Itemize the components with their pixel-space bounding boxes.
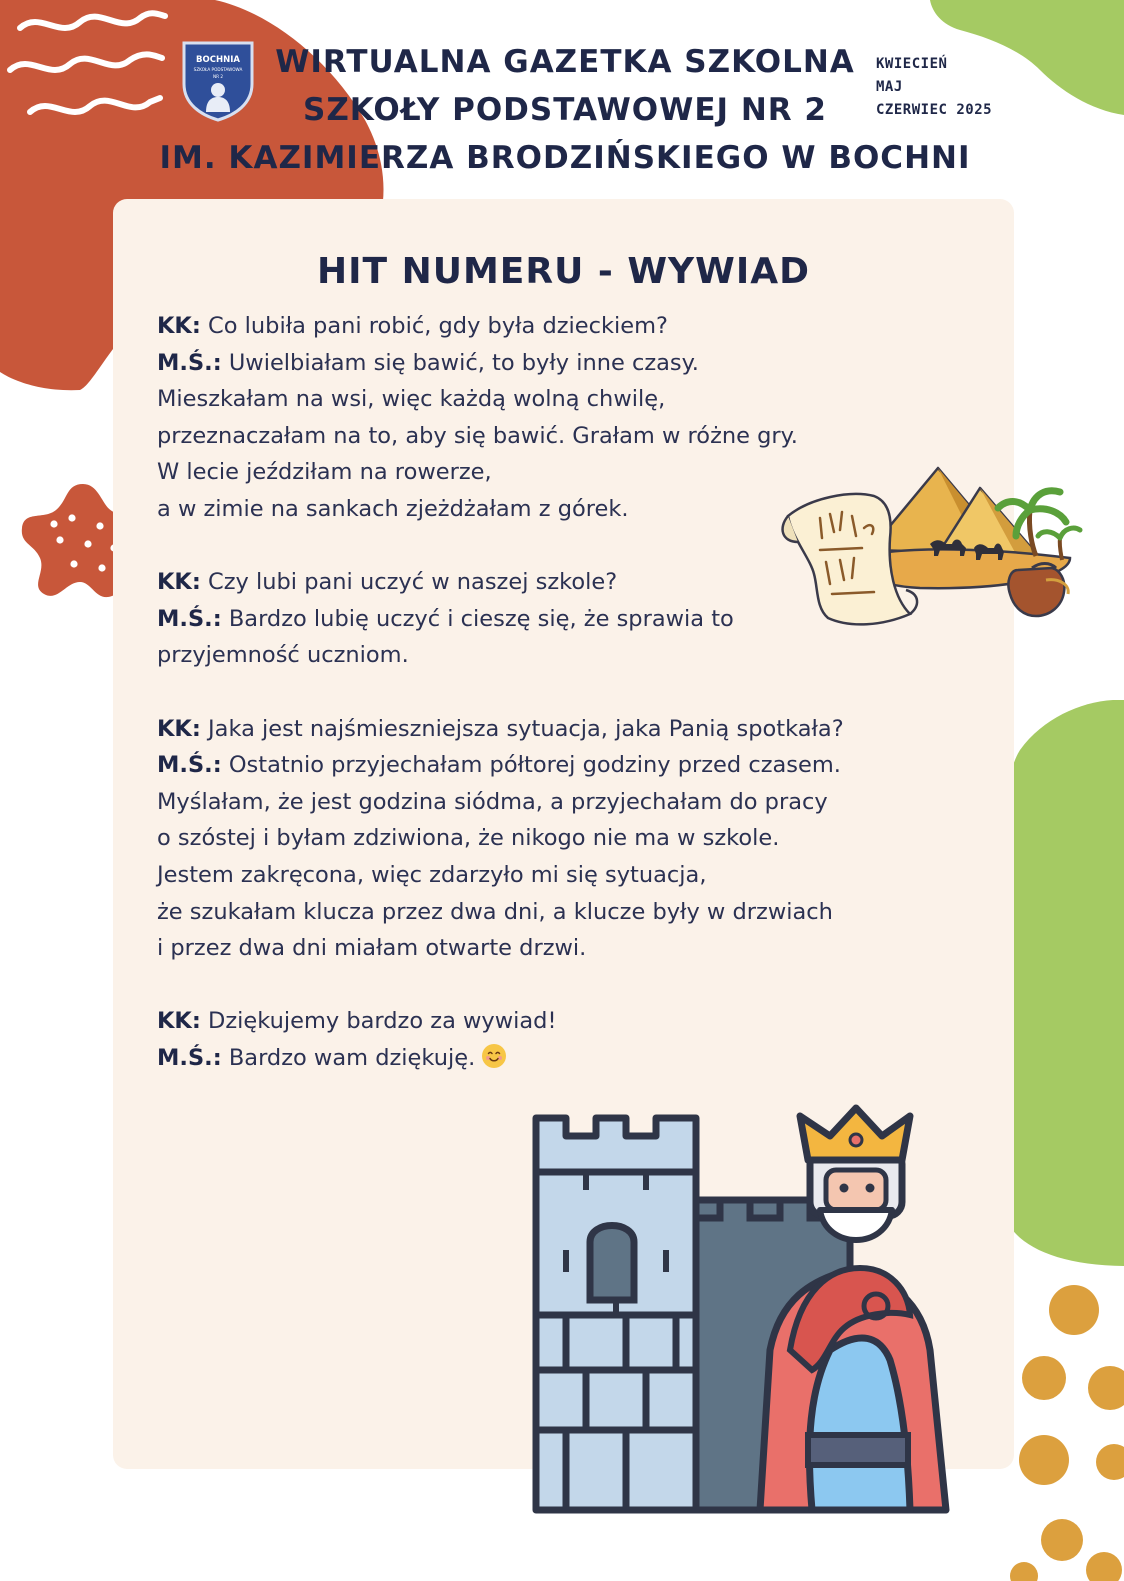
interview-text-span: przyjemność uczniom. [157,642,409,669]
interview-text [157,308,1007,1076]
green-blob-right [1000,700,1124,1270]
interview-line [157,784,1007,821]
speaker-label: KK: [157,569,201,596]
newspaper-title [140,38,993,182]
interview-text-span: i przez dwa dni miałam otwarte drzwi. [157,935,587,962]
interview-text-span: a w zimie na sankach zjeżdżałam z górek. [157,495,629,522]
interview-line [157,711,1007,748]
interview-text-span: Ostatnio przyjechałam półtorej godziny przed czasem. [221,752,841,779]
interview-text-span: Bardzo lubię uczyć i cieszę się, że sprawia to [221,605,734,632]
speaker-label: M.Ś.: [157,605,222,632]
interview-line [157,637,1007,674]
title-line-3: IM. KAZIMIERZA BRODZIŃSKIEGO W BOCHNI [159,140,971,176]
egypt-pyramids-scroll-icon [770,458,1090,638]
castle-king-icon [530,1100,990,1520]
interview-text-span: Bardzo wam dziękuję. [221,1044,483,1071]
speaker-label: M.Ś.: [157,1044,222,1071]
speaker-label: KK: [157,313,201,339]
title-line-1: WIRTUALNA GAZETKA SZKOLNA [275,44,855,80]
interview-text-span: Myślałam, że jest godzina siódma, a przyjechałam do pracy [157,788,828,815]
interview-line [157,894,1007,931]
interview-text-span: Czy lubi pani uczyć w naszej szkole? [200,569,618,596]
interview-line [157,930,1007,967]
interview-line [157,308,1007,345]
interview-text-span: Co lubiła pani robić, gdy była dzieckiem? [200,313,669,339]
crest-text-top: BOCHNIA [196,55,240,65]
interview-line [157,857,1007,894]
interview-line [157,1040,1007,1077]
interview-line [157,820,1007,857]
interview-text-span: przeznaczałam na to, aby się bawić. Grałam w różne gry. [157,422,798,449]
interview-text-span: Mieszkałam na wsi, więc każdą wolną chwilę, [157,386,666,413]
interview-line [157,1003,1007,1040]
interview-line [157,747,1007,784]
issue-month-3: CZERWIEC 2025 [876,102,993,118]
issue-month-2: MAJ [876,79,903,95]
interview-line [157,381,1007,418]
issue-month-1: KWIECIEŃ [876,56,948,72]
article-title: HIT NUMERU - WYWIAD [317,251,810,292]
dots-decoration [1010,1280,1124,1581]
crest-text-sub: SZKOŁA PODSTAWOWA [193,67,243,72]
interview-text-span: Dziękujemy bardzo za wywiad! [200,1008,557,1035]
interview-line [157,418,1007,455]
interview-text-span: Jaka jest najśmieszniejsza sytuacja, jaka Panią spotkała? [200,715,844,742]
interview-line [157,345,1007,382]
interview-text-span: o szóstej i byłam zdziwiona, że nikogo nie ma w szkole. [157,825,780,852]
interview-text-span: że szukałam klucza przez dwa dni, a klucze były w drzwiach [157,898,833,925]
speaker-label: KK: [157,1008,201,1035]
speaker-label: M.Ś.: [157,349,222,376]
crest-text-nr: NR 2 [212,74,224,79]
paragraph-spacer [157,674,1007,711]
speaker-label: KK: [157,715,201,742]
issue-date [876,53,992,122]
speaker-label: M.Ś.: [157,752,222,779]
interview-text-span: Uwielbiałam się bawić, to były inne czasy. [221,349,699,376]
title-line-2: SZKOŁY PODSTAWOWEJ NR 2 [303,92,827,128]
smiling-face-icon [482,1044,506,1068]
interview-text-span: Jestem zakręcona, więc zdarzyło mi się sytuacja, [157,861,707,888]
interview-text-span: W lecie jeździłam na rowerze, [157,459,492,486]
paragraph-spacer [157,967,1007,1004]
